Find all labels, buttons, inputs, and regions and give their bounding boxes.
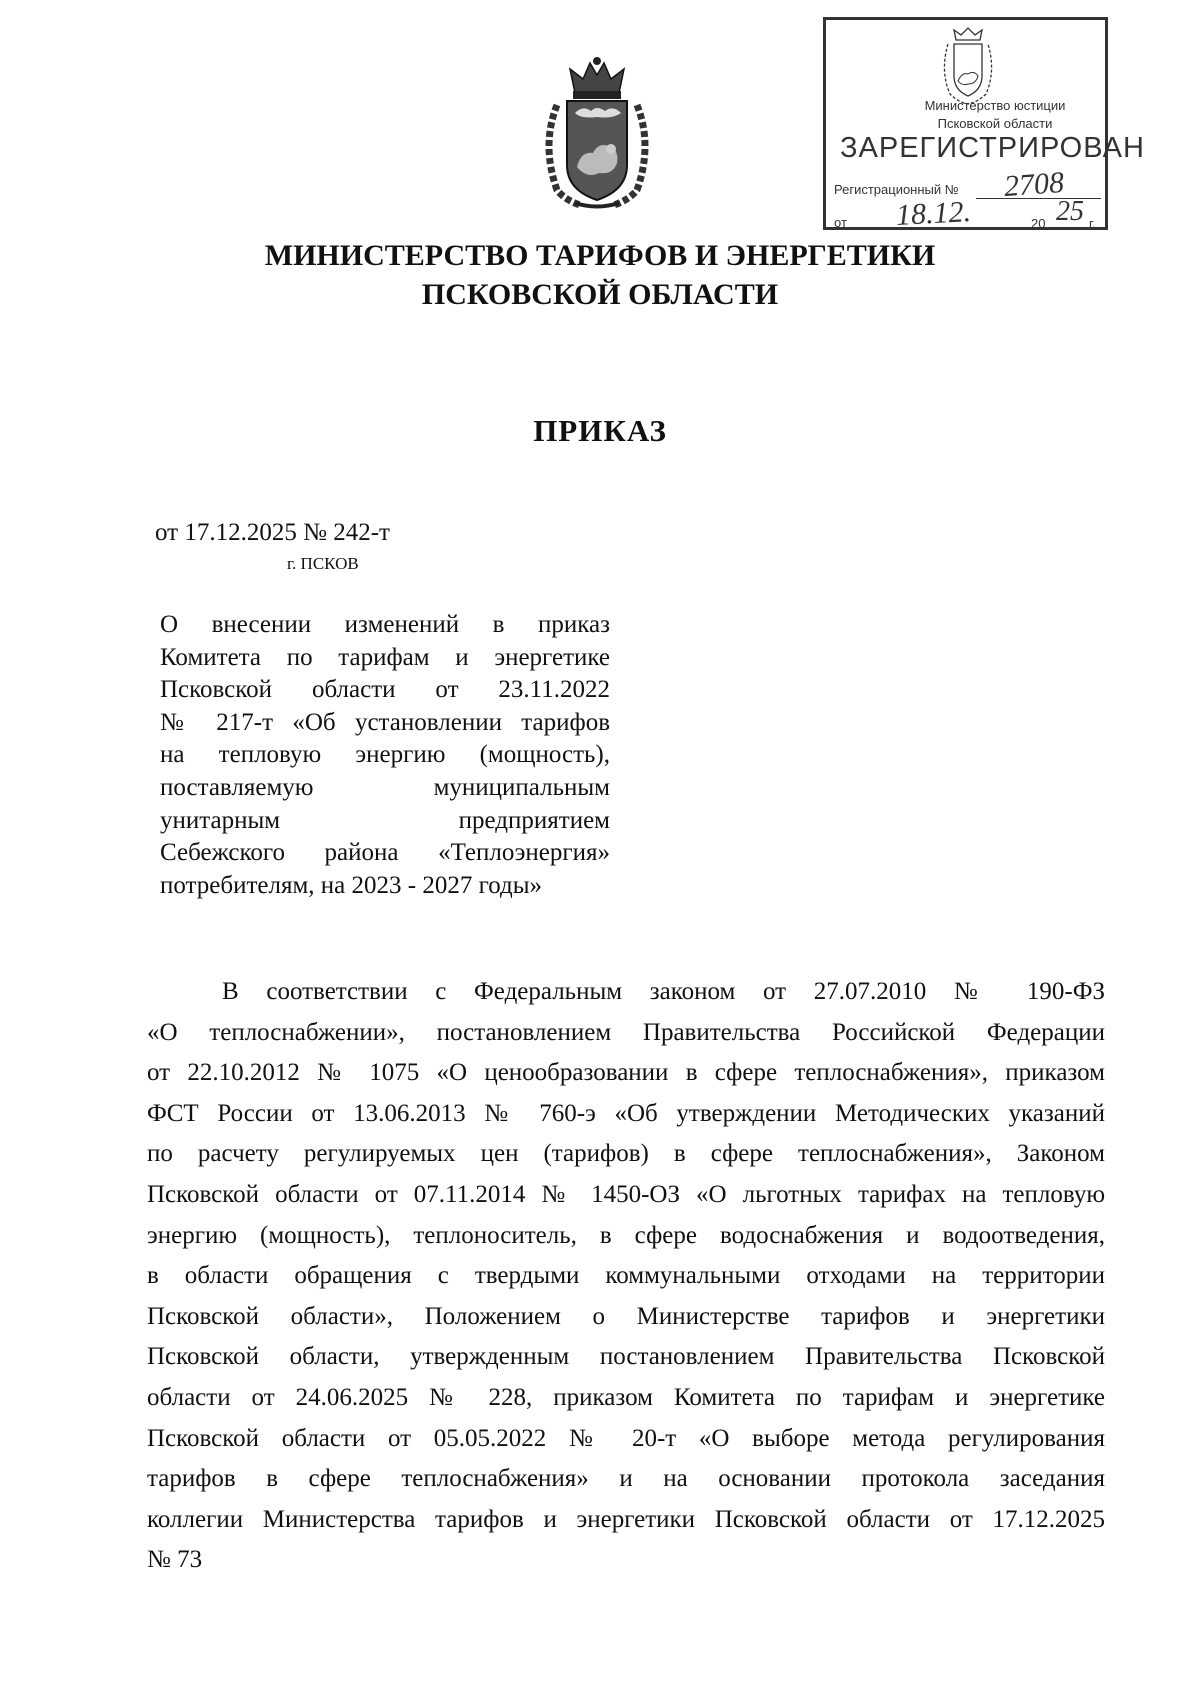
body-line: энергию (мощность), теплоноситель, в сфере водоснабжения и водоотведения, xyxy=(147,1221,1105,1249)
subject-line: О внесении изменений в приказ xyxy=(160,611,610,638)
stamp-org-line1: Министерство юстиции xyxy=(924,98,1066,113)
subject-line: на тепловую энергию (мощность), xyxy=(160,741,610,769)
registration-stamp xyxy=(823,17,1145,232)
stamp-date-prefix: от xyxy=(834,215,847,230)
subject-line: Себежского района «Теплоэнергия» xyxy=(160,839,610,867)
body-line: Псковской области от 07.11.2014 № 1450-ОЗ «О льготных тарифах на тепловую xyxy=(147,1180,1105,1208)
stamp-year-suffix: 25 xyxy=(1056,196,1084,227)
body-line: тарифов в сфере теплоснабжения» и на основании протокола заседания xyxy=(147,1465,1105,1493)
subject-line: Комитета по тарифам и энергетике xyxy=(160,643,610,671)
body-line: области от 24.06.2025 № 228, приказом Комитета по тарифам и энергетике xyxy=(147,1383,1105,1411)
stamp-year-prefix: 20 xyxy=(1031,216,1046,231)
body-line: Псковской области, утвержденным постановлением Правительства Псковской xyxy=(147,1343,1105,1371)
order-city: г. ПСКОВ xyxy=(287,554,359,573)
stamp-number-label: Регистрационный № xyxy=(834,182,959,197)
stamp-date-value: 18.12. xyxy=(895,195,972,232)
body-line: «О теплоснабжении», постановлением Правительства Российской Федерации xyxy=(147,1018,1105,1046)
subject-line: № 217-т «Об установлении тарифов xyxy=(160,708,610,736)
body-line: ФСТ России от 13.06.2013 № 760-э «Об утверждении Методических указаний xyxy=(147,1099,1105,1127)
ministry-heading xyxy=(150,236,1050,314)
order-date-number: от 17.12.2025 № 242-т xyxy=(155,519,390,546)
order-body-paragraph xyxy=(147,972,1105,1581)
subject-line: Псковской области от 23.11.2022 xyxy=(160,676,610,704)
subject-line: унитарным предприятием xyxy=(160,806,610,834)
body-line: коллегии Министерства тарифов и энергетики Псковской области от 17.12.2025 xyxy=(147,1505,1105,1533)
body-line: в области обращения с твердыми коммунальными отходами на территории xyxy=(147,1262,1105,1290)
body-line: Псковской области от 05.05.2022 № 20-т «О выборе метода регулирования xyxy=(147,1424,1105,1452)
subject-line: потребителям, на 2023 - 2027 годы» xyxy=(160,871,543,899)
body-line: № 73 xyxy=(147,1546,203,1574)
body-line: Псковской области», Положением о Министерстве тарифов и энергетики xyxy=(147,1302,1105,1330)
stamp-emblem-icon xyxy=(938,26,998,106)
ministry-line2: ПСКОВСКОЙ ОБЛАСТИ xyxy=(421,278,779,311)
body-line: В соответствии с Федеральным законом от 27.07.2010 № 190-ФЗ xyxy=(222,978,1105,1005)
document-type-title: ПРИКАЗ xyxy=(533,413,667,448)
body-line: от 22.10.2012 № 1075 «О ценообразовании в сфере теплоснабжения», приказом xyxy=(147,1059,1105,1087)
stamp-org-line2: Псковской области xyxy=(937,116,1053,131)
subject-line: поставляемую муниципальным xyxy=(160,773,610,801)
stamp-number-value: 2708 xyxy=(1002,165,1066,204)
ministry-line1: МИНИСТЕРСТВО ТАРИФОВ И ЭНЕРГЕТИКИ xyxy=(264,239,936,272)
order-subject xyxy=(160,609,610,902)
body-line: по расчету регулируемых цен (тарифов) в сфере теплоснабжения», Законом xyxy=(147,1140,1105,1168)
coat-of-arms-emblem xyxy=(535,55,660,210)
stamp-status: ЗАРЕГИСТРИРОВАН xyxy=(840,132,1145,164)
stamp-year-g: г. xyxy=(1089,216,1096,231)
